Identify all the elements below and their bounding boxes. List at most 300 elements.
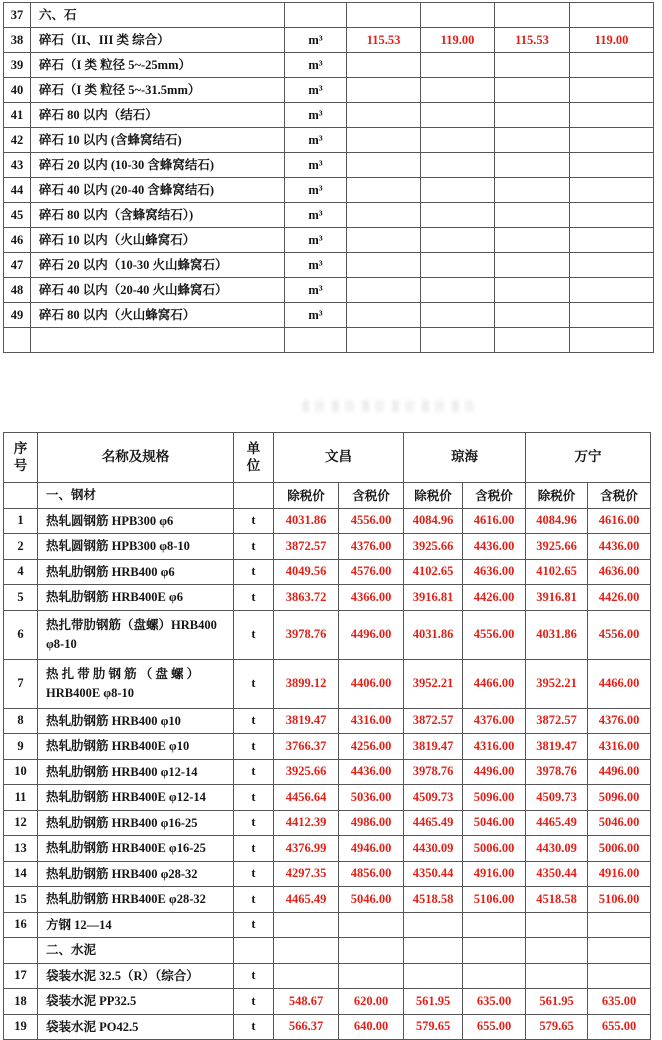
- price-cell: 4376.99: [274, 836, 339, 862]
- price-cell: [570, 278, 654, 303]
- price-cell: 635.00: [463, 989, 526, 1015]
- item-name-cell: 热轧肋钢筋 HRB400 φ28-32: [38, 861, 234, 887]
- seq-cell: 8: [4, 708, 38, 734]
- unit-cell: [234, 483, 274, 509]
- price-cell: 4031.86: [274, 508, 339, 534]
- price-cell: [463, 912, 526, 938]
- faded-text-artifact: [302, 400, 480, 412]
- table-row: [4, 585, 651, 611]
- price-cell: [570, 78, 654, 103]
- price-cell: 5106.00: [463, 887, 526, 913]
- price-cell: [347, 278, 421, 303]
- header-seq-no: 序 号: [4, 433, 38, 483]
- seq-cell: 4: [4, 559, 38, 585]
- price-cell: [495, 303, 570, 328]
- item-name-cell: 碎石 40 以内（20-40 火山蜂窝石）: [31, 278, 285, 303]
- seq-cell: 42: [4, 128, 31, 153]
- item-name-cell: 袋装水泥 32.5（R）（综合）: [38, 963, 234, 989]
- price-cell: [526, 912, 588, 938]
- unit-cell: t: [234, 810, 274, 836]
- seq-cell: 38: [4, 28, 31, 53]
- seq-cell: 49: [4, 303, 31, 328]
- price-cell: [347, 78, 421, 103]
- table-row: [4, 28, 654, 53]
- header-city-qionghai: 琼海: [404, 433, 526, 483]
- price-cell: 4986.00: [339, 810, 404, 836]
- price-cell: 4466.00: [463, 659, 526, 708]
- price-cell: 5046.00: [463, 810, 526, 836]
- table-row: [4, 153, 654, 178]
- seq-cell: 12: [4, 810, 38, 836]
- price-cell: [347, 253, 421, 278]
- item-name-cell: 碎石（I 类 粒径 5~-31.5mm）: [31, 78, 285, 103]
- item-name-cell: 热轧圆钢筋 HPB300 φ6: [38, 508, 234, 534]
- price-cell: [421, 153, 495, 178]
- price-cell: 4456.64: [274, 785, 339, 811]
- price-cell: 3952.21: [404, 659, 463, 708]
- table-row: [4, 253, 654, 278]
- table-row: [4, 912, 651, 938]
- price-cell: [347, 303, 421, 328]
- seq-cell: 43: [4, 153, 31, 178]
- price-cell: 4376.00: [588, 708, 651, 734]
- item-name-cell: [31, 328, 285, 353]
- price-cell: 4256.00: [339, 734, 404, 760]
- price-cell: 4556.00: [463, 610, 526, 659]
- price-cell: [495, 3, 570, 28]
- price-cell: [570, 203, 654, 228]
- price-cell: 579.65: [404, 1014, 463, 1040]
- seq-cell: 47: [4, 253, 31, 278]
- seq-cell: 17: [4, 963, 38, 989]
- price-cell: [570, 53, 654, 78]
- price-cell: 4084.96: [526, 508, 588, 534]
- price-cell: 4406.00: [339, 659, 404, 708]
- unit-cell: t: [234, 759, 274, 785]
- table-row: [4, 303, 654, 328]
- unit-cell: m³: [285, 153, 347, 178]
- price-cell: 4430.09: [526, 836, 588, 862]
- price-cell: 3863.72: [274, 585, 339, 611]
- item-name-cell: 碎石 10 以内 (含蜂窝结石): [31, 128, 285, 153]
- price-cell: 4031.86: [526, 610, 588, 659]
- table-row: [4, 610, 651, 659]
- seq-cell: 7: [4, 659, 38, 708]
- section-title-cell: 六、石: [31, 3, 285, 28]
- table-row: [4, 785, 651, 811]
- seq-cell: [4, 938, 38, 964]
- price-cell: 4946.00: [339, 836, 404, 862]
- table-row: [4, 128, 654, 153]
- seq-cell: 5: [4, 585, 38, 611]
- price-cell: [421, 278, 495, 303]
- unit-cell: m³: [285, 78, 347, 103]
- unit-cell: t: [234, 785, 274, 811]
- item-name-cell: 热轧肋钢筋 HRB400 φ10: [38, 708, 234, 734]
- price-cell: [404, 938, 463, 964]
- price-cell: [421, 228, 495, 253]
- price-cell: 4102.65: [526, 559, 588, 585]
- price-cell: 3872.57: [526, 708, 588, 734]
- price-cell: [339, 963, 404, 989]
- price-cell: [495, 178, 570, 203]
- unit-cell: [285, 3, 347, 28]
- price-cell: 4436.00: [339, 759, 404, 785]
- price-cell: 5096.00: [463, 785, 526, 811]
- price-cell: 3952.21: [526, 659, 588, 708]
- price-cell: 655.00: [463, 1014, 526, 1040]
- unit-cell: t: [234, 989, 274, 1015]
- price-cell: [274, 912, 339, 938]
- price-cell: 3899.12: [274, 659, 339, 708]
- section-row: [4, 3, 654, 28]
- price-cell: 119.00: [421, 28, 495, 53]
- price-cell: 548.67: [274, 989, 339, 1015]
- table-row: [4, 734, 651, 760]
- price-cell: 4916.00: [463, 861, 526, 887]
- unit-cell: m³: [285, 278, 347, 303]
- price-cell: [347, 328, 421, 353]
- seq-cell: 9: [4, 734, 38, 760]
- price-cell: [347, 128, 421, 153]
- price-cell: [463, 963, 526, 989]
- price-cell: 4350.44: [404, 861, 463, 887]
- table-row: [4, 103, 654, 128]
- price-cell: 4509.73: [526, 785, 588, 811]
- unit-cell: m³: [285, 203, 347, 228]
- seq-cell: 15: [4, 887, 38, 913]
- price-cell: 4556.00: [339, 508, 404, 534]
- table-row: [4, 53, 654, 78]
- table-header-row: [4, 433, 651, 483]
- city-price-table: [3, 432, 651, 1040]
- price-cell: 4518.58: [404, 887, 463, 913]
- price-cell: 4426.00: [463, 585, 526, 611]
- price-cell: 4366.00: [339, 585, 404, 611]
- price-cell: 4049.56: [274, 559, 339, 585]
- item-name-cell: 碎石 80 以内（结石）: [31, 103, 285, 128]
- item-name-cell: 袋装水泥 PO42.5: [38, 1014, 234, 1040]
- price-col-label-cell: 除税价: [274, 483, 339, 509]
- seq-cell: 37: [4, 3, 31, 28]
- unit-cell: t: [234, 534, 274, 560]
- price-cell: [421, 303, 495, 328]
- stone-price-table: [3, 2, 654, 353]
- price-cell: [404, 912, 463, 938]
- price-cell: 579.65: [526, 1014, 588, 1040]
- price-cell: [347, 178, 421, 203]
- item-name-cell: 热轧肋钢筋 HRB400 φ12-14: [38, 759, 234, 785]
- table-row: [4, 989, 651, 1015]
- price-cell: [347, 153, 421, 178]
- price-cell: [495, 328, 570, 353]
- section-title-cell: 一、钢材: [38, 483, 234, 509]
- price-cell: 4616.00: [588, 508, 651, 534]
- price-cell: [347, 53, 421, 78]
- item-name-cell: 碎石 80 以内（火山蜂窝石）: [31, 303, 285, 328]
- item-name-cell: 碎石 10 以内（火山蜂窝石）: [31, 228, 285, 253]
- price-cell: 3916.81: [526, 585, 588, 611]
- price-cell: 3925.66: [404, 534, 463, 560]
- unit-cell: t: [234, 734, 274, 760]
- price-cell: [495, 253, 570, 278]
- price-cell: [404, 963, 463, 989]
- unit-cell: t: [234, 508, 274, 534]
- price-cell: 4376.00: [339, 534, 404, 560]
- unit-cell: m³: [285, 228, 347, 253]
- unit-cell: [285, 328, 347, 353]
- price-cell: [495, 78, 570, 103]
- header-city-wenchang: 文昌: [274, 433, 404, 483]
- item-name-cell: 热轧肋钢筋 HRB400 φ16-25: [38, 810, 234, 836]
- price-cell: [274, 938, 339, 964]
- item-name-cell: 方钢 12—14: [38, 912, 234, 938]
- price-cell: 4436.00: [588, 534, 651, 560]
- price-cell: 4496.00: [588, 759, 651, 785]
- item-name-cell: 热扎带肋钢筋（盘螺）HRB400 φ8-10: [38, 610, 234, 659]
- price-cell: 4466.00: [588, 659, 651, 708]
- unit-cell: t: [234, 610, 274, 659]
- price-cell: 5036.00: [339, 785, 404, 811]
- table-row: [4, 228, 654, 253]
- price-cell: [339, 938, 404, 964]
- price-cell: 4426.00: [588, 585, 651, 611]
- header-unit: 单 位: [234, 433, 274, 483]
- table-row: [4, 861, 651, 887]
- table-row: [4, 963, 651, 989]
- price-cell: 4084.96: [404, 508, 463, 534]
- seq-cell: 40: [4, 78, 31, 103]
- unit-cell: t: [234, 659, 274, 708]
- price-cell: 5006.00: [463, 836, 526, 862]
- seq-cell: 2: [4, 534, 38, 560]
- unit-cell: t: [234, 861, 274, 887]
- price-cell: 3978.76: [526, 759, 588, 785]
- price-col-label-cell: 除税价: [526, 483, 588, 509]
- price-cell: 4316.00: [339, 708, 404, 734]
- price-cell: [347, 203, 421, 228]
- price-cell: [421, 3, 495, 28]
- seq-cell: 18: [4, 989, 38, 1015]
- price-cell: [588, 963, 651, 989]
- price-cell: [570, 3, 654, 28]
- price-cell: [570, 128, 654, 153]
- price-cell: 4430.09: [404, 836, 463, 862]
- price-cell: [495, 228, 570, 253]
- price-cell: [421, 253, 495, 278]
- seq-cell: 10: [4, 759, 38, 785]
- table-row: [4, 887, 651, 913]
- item-name-cell: 碎石 20 以内 (10-30 含蜂窝结石): [31, 153, 285, 178]
- table-row: [4, 78, 654, 103]
- price-cell: [274, 963, 339, 989]
- price-cell: 4436.00: [463, 534, 526, 560]
- seq-cell: 48: [4, 278, 31, 303]
- item-name-cell: 热 扎 带 肋 钢 筋 （ 盘 螺 ） HRB400E φ8-10: [38, 659, 234, 708]
- price-cell: 640.00: [339, 1014, 404, 1040]
- seq-cell: 16: [4, 912, 38, 938]
- item-name-cell: 碎石（II、III 类 综合）: [31, 28, 285, 53]
- price-cell: 3819.47: [404, 734, 463, 760]
- price-cell: 119.00: [570, 28, 654, 53]
- price-cell: 4616.00: [463, 508, 526, 534]
- price-col-label-cell: 含税价: [588, 483, 651, 509]
- price-cell: 115.53: [495, 28, 570, 53]
- seq-cell: 1: [4, 508, 38, 534]
- price-cell: 4316.00: [588, 734, 651, 760]
- price-cell: [588, 938, 651, 964]
- price-cell: 3925.66: [274, 759, 339, 785]
- price-cell: 5096.00: [588, 785, 651, 811]
- price-cell: 4556.00: [588, 610, 651, 659]
- price-cell: 4297.35: [274, 861, 339, 887]
- price-cell: [570, 103, 654, 128]
- price-cell: 4350.44: [526, 861, 588, 887]
- item-name-cell: 热轧肋钢筋 HRB400E φ6: [38, 585, 234, 611]
- table-row: [4, 708, 651, 734]
- price-cell: [570, 328, 654, 353]
- seq-cell: 19: [4, 1014, 38, 1040]
- item-name-cell: 碎石（I 类 粒径 5~-25mm）: [31, 53, 285, 78]
- price-cell: [570, 228, 654, 253]
- unit-cell: m³: [285, 128, 347, 153]
- price-cell: 5006.00: [588, 836, 651, 862]
- price-cell: 4316.00: [463, 734, 526, 760]
- table-row: [4, 534, 651, 560]
- seq-cell: 39: [4, 53, 31, 78]
- price-cell: [588, 912, 651, 938]
- price-cell: [495, 153, 570, 178]
- price-cell: [570, 303, 654, 328]
- price-cell: 3978.76: [404, 759, 463, 785]
- price-col-label-cell: 含税价: [339, 483, 404, 509]
- item-name-cell: 碎石 80 以内（含蜂窝结石）): [31, 203, 285, 228]
- price-cell: [570, 153, 654, 178]
- unit-cell: t: [234, 887, 274, 913]
- section-title-cell: 二、水泥: [38, 938, 234, 964]
- price-cell: 3978.76: [274, 610, 339, 659]
- price-cell: [421, 178, 495, 203]
- price-cell: 4031.86: [404, 610, 463, 659]
- price-cell: 115.53: [347, 28, 421, 53]
- price-cell: 4465.49: [274, 887, 339, 913]
- price-cell: [495, 278, 570, 303]
- price-col-label-cell: 除税价: [404, 483, 463, 509]
- item-name-cell: 热轧肋钢筋 HRB400E φ12-14: [38, 785, 234, 811]
- section-row: [4, 938, 651, 964]
- price-cell: [421, 53, 495, 78]
- price-cell: 4376.00: [463, 708, 526, 734]
- unit-cell: t: [234, 708, 274, 734]
- unit-cell: m³: [285, 28, 347, 53]
- unit-cell: t: [234, 912, 274, 938]
- price-cell: [463, 938, 526, 964]
- unit-cell: m³: [285, 103, 347, 128]
- section-row: [4, 483, 651, 509]
- price-cell: [347, 228, 421, 253]
- table-row: [4, 559, 651, 585]
- price-cell: 3925.66: [526, 534, 588, 560]
- price-cell: 561.95: [404, 989, 463, 1015]
- seq-cell: [4, 483, 38, 509]
- table-row: [4, 508, 651, 534]
- price-cell: 4509.73: [404, 785, 463, 811]
- item-name-cell: 碎石 20 以内（10-30 火山蜂窝石）: [31, 253, 285, 278]
- price-cell: 4576.00: [339, 559, 404, 585]
- price-cell: 3766.37: [274, 734, 339, 760]
- price-cell: [421, 128, 495, 153]
- price-cell: [347, 3, 421, 28]
- price-cell: 5046.00: [339, 887, 404, 913]
- price-cell: 4636.00: [463, 559, 526, 585]
- price-cell: 620.00: [339, 989, 404, 1015]
- item-name-cell: 热轧肋钢筋 HRB400E φ10: [38, 734, 234, 760]
- price-cell: [421, 103, 495, 128]
- table-row: [4, 659, 651, 708]
- price-cell: 566.37: [274, 1014, 339, 1040]
- price-cell: 5106.00: [588, 887, 651, 913]
- price-cell: [495, 103, 570, 128]
- price-cell: [347, 103, 421, 128]
- table-row: [4, 1014, 651, 1040]
- unit-cell: t: [234, 559, 274, 585]
- price-cell: 3872.57: [404, 708, 463, 734]
- item-name-cell: 热轧肋钢筋 HRB400E φ16-25: [38, 836, 234, 862]
- unit-cell: t: [234, 1014, 274, 1040]
- table-row: [4, 810, 651, 836]
- price-cell: 3819.47: [526, 734, 588, 760]
- price-cell: 4856.00: [339, 861, 404, 887]
- price-cell: 3819.47: [274, 708, 339, 734]
- price-cell: 561.95: [526, 989, 588, 1015]
- unit-cell: m³: [285, 253, 347, 278]
- seq-cell: 41: [4, 103, 31, 128]
- seq-cell: 13: [4, 836, 38, 862]
- price-cell: 4518.58: [526, 887, 588, 913]
- price-cell: [526, 963, 588, 989]
- header-name-spec: 名称及规格: [38, 433, 234, 483]
- table-row: [4, 178, 654, 203]
- table-row: [4, 278, 654, 303]
- price-cell: 4102.65: [404, 559, 463, 585]
- table-row: [4, 759, 651, 785]
- price-cell: 4496.00: [463, 759, 526, 785]
- table-row: [4, 328, 654, 353]
- unit-cell: t: [234, 585, 274, 611]
- price-cell: 4465.49: [404, 810, 463, 836]
- table-row: [4, 836, 651, 862]
- seq-cell: [4, 328, 31, 353]
- unit-cell: m³: [285, 178, 347, 203]
- item-name-cell: 热轧圆钢筋 HPB300 φ8-10: [38, 534, 234, 560]
- item-name-cell: 碎石 40 以内 (20-40 含蜂窝结石): [31, 178, 285, 203]
- price-cell: [495, 203, 570, 228]
- seq-cell: 11: [4, 785, 38, 811]
- unit-cell: [234, 938, 274, 964]
- price-cell: [339, 912, 404, 938]
- price-col-label-cell: 含税价: [463, 483, 526, 509]
- header-city-wanning: 万宁: [526, 433, 651, 483]
- price-cell: 4636.00: [588, 559, 651, 585]
- table-row: [4, 203, 654, 228]
- price-cell: [570, 253, 654, 278]
- unit-cell: m³: [285, 53, 347, 78]
- unit-cell: m³: [285, 303, 347, 328]
- price-cell: [495, 128, 570, 153]
- price-cell: 3872.57: [274, 534, 339, 560]
- seq-cell: 45: [4, 203, 31, 228]
- price-cell: 4916.00: [588, 861, 651, 887]
